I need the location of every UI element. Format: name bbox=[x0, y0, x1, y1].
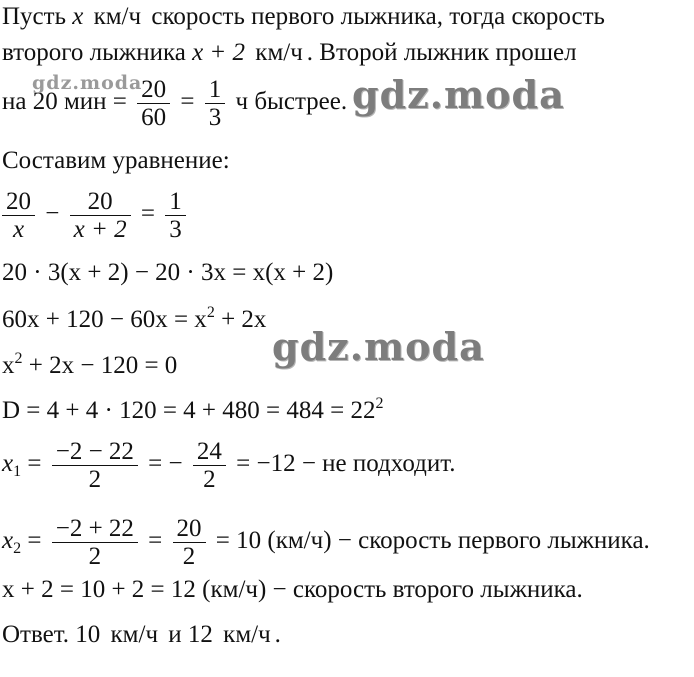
watermark: gdz.moda bbox=[272, 324, 485, 369]
equation: D = 4 + 4 · 120 = 4 + 480 = 484 = 22 bbox=[2, 397, 376, 424]
denominator: 2 bbox=[88, 466, 102, 493]
numerator: 20 bbox=[137, 76, 170, 104]
variable: x bbox=[2, 527, 14, 555]
text: на 20 мин = bbox=[2, 88, 127, 116]
denominator: 2 bbox=[88, 543, 102, 570]
unit: км/ч bbox=[110, 621, 159, 648]
numerator: 24 bbox=[193, 438, 226, 466]
line-11 bbox=[2, 515, 650, 570]
numerator: 20 bbox=[70, 188, 131, 216]
fraction bbox=[193, 438, 226, 493]
equation: 20 · 3(x + 2) − 20 · 3x = x(x + 2) bbox=[2, 259, 334, 286]
heading: Составим уравнение: bbox=[2, 147, 230, 174]
answer: Ответ. 10 bbox=[2, 621, 101, 648]
equation: + 2x − 120 = 0 bbox=[22, 352, 178, 379]
unit: км/ч bbox=[93, 3, 142, 30]
denominator: 2 bbox=[182, 543, 196, 570]
fraction bbox=[52, 515, 138, 570]
line-2 bbox=[2, 38, 577, 68]
exponent: 2 bbox=[375, 395, 384, 412]
text: Пусть bbox=[2, 3, 66, 30]
line-10 bbox=[2, 438, 456, 493]
equation: x + 2 = 10 + 2 = 12 (км/ч) − скорость второго лыжника. bbox=[2, 576, 583, 603]
equals: = − bbox=[148, 450, 183, 478]
fraction bbox=[2, 188, 35, 243]
equation: 60x + 120 − 60x = x bbox=[2, 306, 207, 333]
numerator: 20 bbox=[2, 188, 35, 216]
denominator: x bbox=[12, 216, 25, 243]
exponent: 2 bbox=[206, 304, 215, 321]
fraction bbox=[70, 188, 131, 243]
equals: = bbox=[21, 450, 42, 478]
numerator: −2 − 22 bbox=[52, 438, 138, 466]
watermark: gdz.moda bbox=[352, 72, 565, 117]
text: = −12 − не подходит. bbox=[236, 450, 456, 478]
line-1 bbox=[2, 2, 605, 32]
line-4 bbox=[2, 146, 230, 176]
equation: + 2x bbox=[214, 306, 267, 333]
subscript: 1 bbox=[13, 463, 22, 481]
answer: . bbox=[274, 621, 281, 648]
denominator: 60 bbox=[141, 104, 167, 131]
watermark: gdz.moda bbox=[32, 72, 143, 94]
minus: − bbox=[45, 200, 60, 228]
variable: x bbox=[72, 3, 84, 30]
line-6 bbox=[2, 258, 333, 288]
line-13 bbox=[2, 620, 281, 650]
text: = 10 (км/ч) − скорость первого лыжника. bbox=[215, 527, 650, 555]
numerator: 1 bbox=[205, 76, 226, 104]
fraction bbox=[165, 188, 186, 243]
equals: = bbox=[148, 527, 163, 555]
text: второго лыжника bbox=[2, 39, 186, 66]
text: скорость первого лыжника, тогда скорость bbox=[151, 3, 605, 30]
fraction bbox=[205, 76, 226, 131]
denominator: 2 bbox=[203, 466, 216, 493]
equals: = bbox=[21, 527, 42, 555]
equals: = bbox=[180, 88, 195, 116]
line-9 bbox=[2, 396, 383, 426]
line-8 bbox=[2, 351, 177, 381]
numerator: −2 + 22 bbox=[52, 515, 138, 543]
fraction bbox=[52, 438, 138, 493]
numerator: 1 bbox=[165, 188, 186, 216]
subscript: 2 bbox=[13, 540, 22, 558]
line-7 bbox=[2, 305, 266, 335]
denominator: 3 bbox=[208, 104, 222, 131]
fraction bbox=[173, 515, 206, 570]
text: ч быстрее. bbox=[235, 88, 348, 116]
line-12 bbox=[2, 575, 583, 605]
expression: x + 2 bbox=[192, 39, 246, 66]
text: . Второй лыжник прошел bbox=[306, 39, 577, 66]
variable: x bbox=[2, 450, 14, 478]
unit: км/ч bbox=[223, 621, 271, 648]
equation: x bbox=[2, 352, 15, 379]
line-5 bbox=[2, 188, 190, 243]
denominator: x + 2 bbox=[73, 216, 127, 243]
numerator: 20 bbox=[173, 515, 206, 543]
exponent: 2 bbox=[14, 350, 23, 367]
equals: = bbox=[140, 200, 155, 228]
unit: км/ч bbox=[255, 39, 303, 66]
denominator: 3 bbox=[169, 216, 182, 243]
answer: и 12 bbox=[168, 621, 213, 648]
